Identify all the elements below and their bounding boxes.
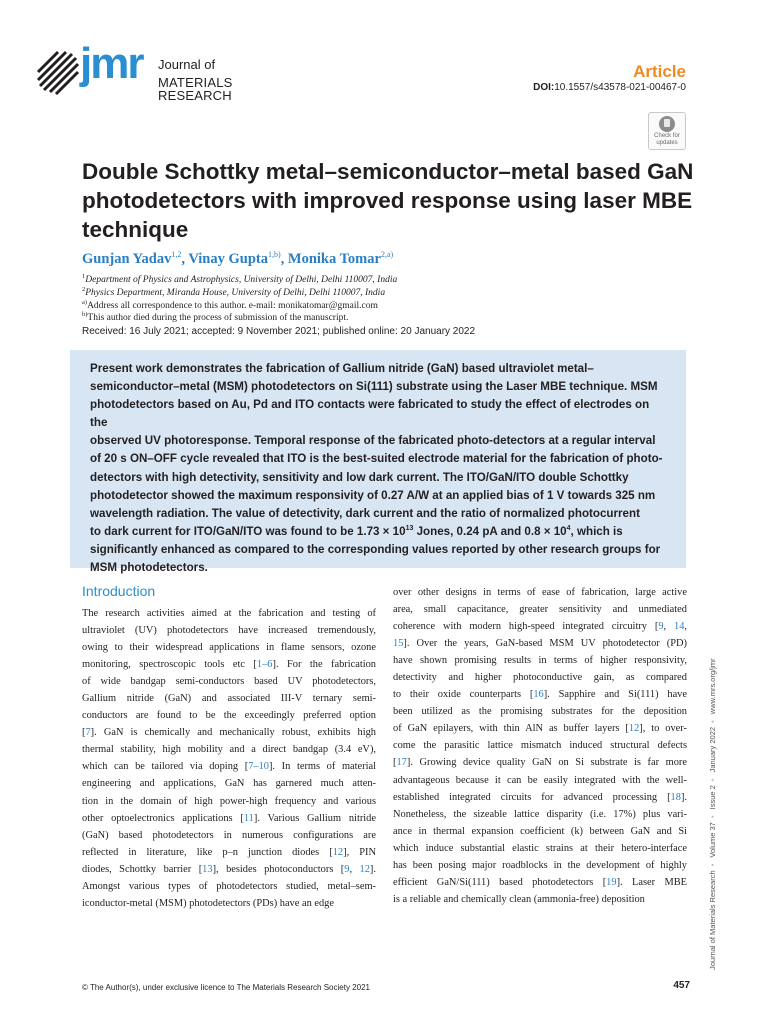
text-segment: iconductor-metal (MSM) photodetectors (PDs) have an edge [82, 897, 334, 909]
article-title: Double Schottky metal–semiconductor–metal based GaN photodetectors with improved response using laser MBE technique [82, 159, 694, 242]
text-segment: have shown promising results in terms of higher responsivity, [393, 655, 687, 667]
logo-mark: jmr [80, 39, 143, 88]
text-segment: [ [82, 727, 86, 739]
page-number: 457 [673, 980, 690, 991]
updates-line2: updates [656, 140, 678, 146]
text-line [82, 741, 376, 758]
text-segment: conductors are found to be the exceedingly preferred option [82, 710, 376, 722]
doi[interactable] [533, 82, 686, 93]
text-line [82, 793, 376, 810]
author-name[interactable]: Monika Tomar [287, 250, 381, 267]
text-segment: established integrated circuits for advanced processing [ [393, 791, 671, 803]
abstract-line: to dark current for ITO/GaN/ITO was found to be 1.73 × 10 [90, 524, 406, 538]
text-segment: of GaN epilayers, with thin AlN as buffer layers [ [393, 723, 629, 735]
doi-value: 10.1557/s43578-021-00467-0 [554, 82, 686, 93]
text-line [393, 737, 687, 754]
author-note [82, 309, 348, 324]
side-url[interactable]: www.mrs.org/jmr [708, 658, 717, 715]
text-line [82, 724, 376, 741]
text-segment: ]. For the fabrication [272, 659, 377, 671]
affiliation-text: Department of Physics and Astrophysics, University of Delhi, Delhi 110007, India [85, 275, 398, 286]
text-segment: , [349, 863, 360, 875]
citation-link[interactable]: 7–10 [248, 761, 269, 773]
text-line [393, 789, 687, 806]
text-line [82, 810, 376, 827]
abstract-line: wavelength radiation. The value of detectivity, dark current and the ratio of normalized photocurrent [90, 506, 640, 520]
text-segment: , [663, 621, 674, 633]
body-column-right [393, 584, 687, 908]
citation-link[interactable]: 14 [674, 621, 685, 633]
text-line [82, 775, 376, 792]
citation-link[interactable]: 9 [658, 621, 664, 633]
text-line [82, 639, 376, 656]
text-segment: to their oxide counterparts [ [393, 689, 534, 701]
text-segment: The research activities aimed at the fabrication and testing of [82, 608, 376, 619]
author-affil-sup: 1,b) [267, 250, 281, 259]
text-segment: ], to over- [639, 723, 687, 735]
text-line [393, 840, 687, 857]
text-segment: detectivity and higher photoconductive gain, as compared [393, 672, 687, 684]
text-segment: (GaN) based photodetectors in numerous configurations are [82, 829, 376, 841]
author-name[interactable]: Gunjan Yadav [82, 250, 172, 267]
logo-hatch-icon [36, 50, 80, 96]
citation-link[interactable]: 9 [344, 863, 350, 875]
text-segment: ]. GaN is chemically and mechanically robust, exhibits high [90, 727, 376, 739]
text-segment: diodes, Schottky barrier [ [82, 863, 203, 875]
text-segment: efficient GaN/Si(111) based photodetectors [ [393, 876, 607, 888]
text-segment: owing to their widespread applications in flame sensors, ozone [82, 642, 376, 654]
text-segment: ], besides photoconductors [ [212, 863, 345, 875]
text-segment: Nonetheless, the sizeable lattice disparity (i.e. 17%) plus vari- [393, 808, 687, 820]
text-segment: of wide bandgap semi-conductors based UV photodetectors, [82, 676, 376, 688]
text-line [82, 605, 376, 622]
author-list [82, 250, 393, 268]
text-segment: ance in thermal expansion coefficient (k) between GaN and Si [393, 825, 687, 837]
text-segment: has been posing major roadblocks in the development of highly [393, 859, 687, 871]
citation-link[interactable]: 11 [243, 812, 254, 824]
text-line [82, 758, 376, 775]
citation-link[interactable]: 17 [396, 757, 407, 769]
journal-logo [36, 39, 296, 104]
journal-name-line2: MATERIALS RESEARCH [158, 75, 233, 103]
author-separator: , [280, 250, 288, 267]
affiliation-text: Physics Department, Miranda House, University of Delhi, Delhi 110007, India [85, 288, 386, 299]
text-segment: been utilized as the promising substrates for the deposition [393, 706, 687, 718]
text-line [82, 844, 376, 861]
affiliation-text: Address all correspondence to this author. e-mail: monikatomar@gmail.com [87, 301, 378, 312]
text-line [393, 891, 687, 908]
text-segment: advantageous because it can be easily integrated with the well- [393, 774, 687, 786]
text-segment: engineering and applications, GaN has garnered much atten- [82, 778, 376, 790]
text-line [393, 669, 687, 686]
publication-dates: Received: 16 July 2021; accepted: 9 November 2021; published online: 20 January 2022 [82, 326, 476, 337]
text-line [393, 618, 687, 635]
text-segment: ]. Growing device quality GaN on Si substrate is far more [406, 757, 687, 769]
side-date: January 2022 [708, 726, 717, 773]
citation-link[interactable]: 18 [670, 791, 681, 803]
check-for-updates-icon [659, 116, 675, 132]
citation-link[interactable]: 15 [393, 638, 404, 650]
affiliation-sup: a) [82, 299, 88, 306]
abstract-line: semiconductor–metal (MSM) photodetectors on Si(111) substrate using the Laser MBE technique. MSM [90, 380, 658, 394]
abstract-line: detectors with high detectivity, sensitivity and low dark current. The ITO/GaN/ITO double Schottky [90, 470, 629, 484]
text-line [393, 635, 687, 652]
text-line [393, 823, 687, 840]
text-line [82, 707, 376, 724]
text-line [393, 703, 687, 720]
abstract-line: photodetectors based on Au, Pd and ITO contacts were fabricated to study the effect of electrodes on the [90, 398, 650, 430]
text-segment: ultraviolet (UV) photodetectors have increased tremendously, [82, 625, 376, 637]
article-type-label: Article [633, 62, 686, 81]
abstract-line: significantly enhanced as compared to the corresponding values reported by other research groups for [90, 542, 661, 556]
text-line [82, 878, 376, 895]
citation-link[interactable]: 16 [533, 689, 544, 701]
author-name[interactable]: Vinay Gupta [188, 250, 268, 267]
text-segment: monitoring, spectroscopic tools etc [ [82, 659, 257, 671]
affiliation-text: This author died during the process of submission of the manuscript. [87, 313, 349, 324]
citation-link[interactable]: 13 [202, 863, 213, 875]
text-line [393, 874, 687, 891]
abstract-text [90, 360, 666, 577]
text-segment: [ [393, 757, 397, 769]
side-journal: Journal of Materials Research [708, 870, 717, 970]
text-line [82, 690, 376, 707]
text-segment: other optoelectronics applications [ [82, 812, 244, 824]
exponent: 4 [566, 524, 571, 532]
text-line [82, 827, 376, 844]
side-separator: ▪ [708, 778, 717, 782]
abstract-line: MSM photodetectors. [90, 561, 208, 575]
text-line [393, 584, 687, 601]
abstract-line: observed UV photoresponse. Temporal response of the fabricated photo-detectors at a regular interval [90, 434, 656, 448]
side-volume: Volume 37 [708, 822, 717, 858]
text-line [82, 622, 376, 639]
affiliation-sup: 2 [82, 286, 86, 293]
text-segment: ]. In terms of material [268, 761, 376, 773]
citation-link[interactable]: 12 [332, 846, 344, 858]
text-segment: tion in the domain of high power-high frequency and various [82, 795, 376, 807]
affiliation-sup: b) [82, 311, 88, 318]
abstract-line: Present work demonstrates the fabrication of Gallium nitride (GaN) based ultraviolet metal– [90, 362, 594, 375]
text-segment: ]. Various Gallium nitride [253, 812, 376, 824]
text-line [82, 673, 376, 690]
text-segment: is a reliable and chemically clean (ammonia-free) deposition [393, 893, 645, 905]
abstract-line: photodetector showed the maximum responsivity of 0.27 A/W at an applied bias of 1 V towards 325 nm [90, 488, 656, 502]
text-line [393, 857, 687, 874]
citation-link[interactable]: 1–6 [256, 659, 273, 671]
side-separator: ▪ [708, 720, 717, 723]
text-segment: Amongst various types of photodetectors studied, metal–sem- [82, 880, 376, 892]
citation-link[interactable]: 12 [628, 723, 640, 735]
abstract-line: , which is [570, 524, 623, 538]
journal-name-line1: Journal of [158, 57, 216, 72]
text-segment: area, small capacitance, greater sensitivity and unmediated [393, 604, 687, 616]
affiliation-sup: 1 [82, 273, 86, 280]
text-segment: ], PIN [343, 846, 376, 858]
exponent: 13 [405, 524, 414, 532]
author-affil-sup: 2,a) [380, 250, 394, 259]
body-column-left [82, 582, 376, 912]
side-separator: ▪ [708, 863, 717, 867]
doi-label: DOI: [533, 82, 555, 93]
text-segment: reflected in literature, like p–n junction diodes [ [82, 846, 333, 858]
text-segment: , [684, 621, 687, 633]
text-segment: coherence with modern high-speed integrated circuitry [ [393, 621, 659, 633]
text-segment: ]. Over the years, GaN-based MSM UV photodetector (PD) [403, 638, 687, 650]
text-segment: over other designs in terms of ease of fabrication, large active [393, 587, 687, 598]
right-column-text [393, 584, 687, 908]
side-issue: Issue 2 [708, 785, 717, 810]
text-line [393, 720, 687, 737]
text-segment: ]. [680, 791, 687, 803]
text-segment: ]. Sapphire and Si(111) have [543, 689, 687, 701]
abstract-box [70, 350, 686, 575]
side-separator: ▪ [708, 815, 717, 819]
text-line [393, 772, 687, 789]
text-line [82, 656, 376, 673]
text-segment: which induce substantial elastic strains at their hetero-interface [393, 842, 687, 854]
text-line [393, 754, 687, 771]
left-column-text [82, 605, 376, 912]
copyright-footer: © The Author(s), under exclusive licence to The Materials Research Society 2021 [82, 983, 370, 992]
text-segment: ]. [369, 863, 376, 875]
author-affil-sup: 1,2 [171, 250, 182, 259]
author-separator: , [181, 250, 189, 267]
text-line [82, 895, 376, 912]
text-segment: which can be tailored via doping [ [82, 761, 249, 773]
text-segment: come the parasitic lattice mismatch induced structural defects [393, 740, 687, 752]
text-line [393, 652, 687, 669]
abstract-line: Jones, 0.24 pA and 0.8 × 10 [413, 524, 567, 538]
text-line [393, 806, 687, 823]
citation-link[interactable]: 19 [606, 876, 617, 888]
text-segment: thermal stability, high mobility and a direct bandgap (3.4 eV), [82, 744, 376, 756]
text-segment: ]. Laser MBE [616, 876, 687, 888]
citation-link[interactable]: 12 [359, 863, 370, 875]
side-running-header [708, 630, 717, 970]
updates-line1: Check for [654, 133, 680, 139]
check-for-updates-badge[interactable] [648, 112, 686, 150]
text-line [393, 686, 687, 703]
text-segment: Gallium nitride (GaN) and associated III-V ternary semi- [82, 693, 376, 705]
introduction-heading: Introduction [82, 583, 156, 599]
text-line [82, 861, 376, 878]
citation-link[interactable]: 7 [85, 727, 91, 739]
abstract-line: of 20 s ON–OFF cycle revealed that ITO is the best-suited electrode material for the fabrication of photo- [90, 452, 663, 466]
text-line [393, 601, 687, 618]
